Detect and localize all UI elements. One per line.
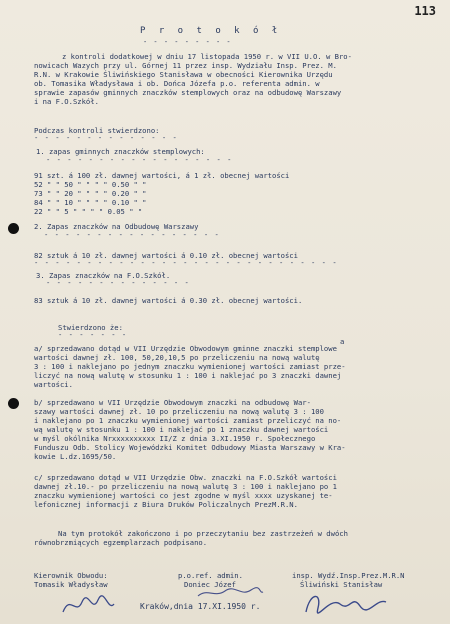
para-a-line: liczyć na nową walutę w stosunku 1 : 100 i naklejać po 3 znaczki dawnej	[34, 371, 342, 380]
intro-line: i na F.O.Szkół.	[34, 97, 99, 106]
line-underline: - - - - - - - - - - - - - - - - - - - - - - - - - - - - -	[34, 258, 338, 267]
para-c-line: c/ sprzedawano dotąd w VII Urzędzie Obw. znaczki na F.O.Szkół wartości	[34, 473, 337, 482]
section3-heading: 3. Zapas znaczków na F.O.Szkół.	[36, 271, 171, 280]
mid-signatory-name: Doniec Józef	[184, 580, 236, 589]
para-a-line: wartości dawnej zł. 100, 50,20,10,5 po przeliczeniu na nową walutę	[34, 353, 320, 362]
stamp-row: 73 " " 20 " " " " 0.20 " "	[34, 189, 147, 198]
stamp-row: 22 " " 5 " " " " 0.05 " "	[34, 207, 143, 216]
para-b-line: wą walutę w stosunku 1 : 100 i naklejać po 1 znaczku dawnej wartości	[34, 425, 329, 434]
para-b-line: kowie L.dz.1695/50.	[34, 452, 117, 461]
closing-line: Na tym protokół zakończono i po przeczytaniu bez zastrzeżeń w dwóch	[58, 529, 348, 538]
stamp-row: 91 szt. á 100 zł. dawnej wartości, á 1 zł. obecnej wartości	[34, 171, 290, 180]
section2-heading: 2. Zapas znaczków na Odbudowę Warszawy	[34, 222, 199, 231]
closing-line: równobrzmiących egzemplarzach podpisano.	[34, 538, 208, 547]
heading-underline: - - - - - - - - - - - - - - - - - -	[46, 155, 233, 164]
mid-signatory-title: p.o.ref. admin.	[178, 571, 243, 580]
title-underline: - - - - - - - - -	[143, 38, 232, 46]
left-signatory-name: Tomasik Władysław	[34, 580, 108, 589]
mid-signature	[195, 586, 265, 600]
intro-line: R.N. w Krakowie Śliwińskiego Stanisława w obecności Kierownika Urzędu	[34, 70, 333, 79]
right-signature	[300, 588, 390, 620]
para-a-line: a/ sprzedawano dotąd w VII Urzędzie Obwodowym gminne znaczki stemplowe	[34, 344, 337, 353]
para-c-line: lefonicznej informacji z Biura Druków Policzalnych PrezM.R.N.	[34, 500, 298, 509]
para-b-line: i naklejano po 1 znaczku wymienionej wartości zamiast przeliczyć na no-	[34, 416, 342, 425]
section2-line: 82 sztuk á 10 zł. dawnej wartości á 0.10 zł. obecnej wartości	[34, 251, 298, 260]
para-a-line: wartości.	[34, 380, 73, 389]
intro-line: sprawie zapasów gminnych znaczków stemplowych oraz na odbudowę Warszawy	[34, 88, 342, 97]
left-signature	[58, 590, 118, 620]
heading-underline: - - - - - - -	[58, 330, 128, 339]
place-date: Kraków,dnia 17.XI.1950 r.	[140, 602, 261, 611]
para-b-line: szawy wartości dawnej zł. 10 po przeliczeniu na nową walutę 3 : 100	[34, 407, 324, 416]
stated-heading: Podczas kontroli stwierdzono:	[34, 126, 160, 135]
para-b-line: w myśl okólnika Nrxxxxxxxxxx II/Z z dnia 3.XI.1950 r. Społecznego	[34, 434, 316, 443]
heading-underline: - - - - - - - - - - - - - - - - -	[44, 230, 220, 239]
punch-hole	[8, 223, 19, 234]
para-a-line: 3 : 100 i naklejano po jednym znaczku wymienionej wartości zamiast prze-	[34, 362, 346, 371]
stamp-row: 84 " " 10 " " " " 0.10 " "	[34, 198, 147, 207]
page-number: 113	[414, 4, 436, 18]
para-c-line: znaczku wymienionej wartości co jest zgodne w myśl xxxx uzyskanej te-	[34, 491, 333, 500]
intro-line: z kontroli dodatkowej w dniu 17 listopada 1950 r. w VII U.O. w Bro-	[62, 52, 352, 61]
left-signatory-title: Kierownik Obwodu:	[34, 571, 108, 580]
heading-underline: - - - - - - - - - - - - - -	[34, 133, 178, 142]
stamp-row: 52 " " 50 " " " " 0.50 " "	[34, 180, 147, 189]
findings-marker: a	[340, 337, 345, 346]
section3-line: 83 sztuk á 10 zł. dawnej wartości á 0.30 zł. obecnej wartości.	[34, 296, 303, 305]
punch-hole	[8, 398, 19, 409]
section1-heading: 1. zapas gminnych znaczków stemplowych:	[36, 147, 205, 156]
right-signatory-name: Śliwiński Stanisław	[300, 580, 383, 589]
right-signatory-title: insp. Wydź.Insp.Prez.M.R.N	[292, 571, 405, 580]
intro-line: ob. Tomasika Władysława i ob. Dońca Józefa p.o. referenta admin. w	[34, 79, 320, 88]
para-c-line: dawnej zł.10.- po przeliczeniu na nową walutę 3 : 100 i naklejano po 1	[34, 482, 337, 491]
para-b-line: Funduszu Odb. Stolicy Wojewódzki Komitet Odbudowy Miasta Warszawy w Kra-	[34, 443, 346, 452]
findings-heading: Stwierdzono że:	[58, 323, 123, 332]
intro-line: nowicach Wazych przy ul. Górnej 11 przez insp. Wydziału Insp. Prez. M.	[34, 61, 337, 70]
document-title: P r o t o k ó ł	[140, 26, 282, 36]
heading-underline: - - - - - - - - - - - - - -	[46, 278, 190, 287]
para-b-line: b/ sprzedawano w VII Urzędzie Obwodowym znaczki na odbudowę War-	[34, 398, 311, 407]
